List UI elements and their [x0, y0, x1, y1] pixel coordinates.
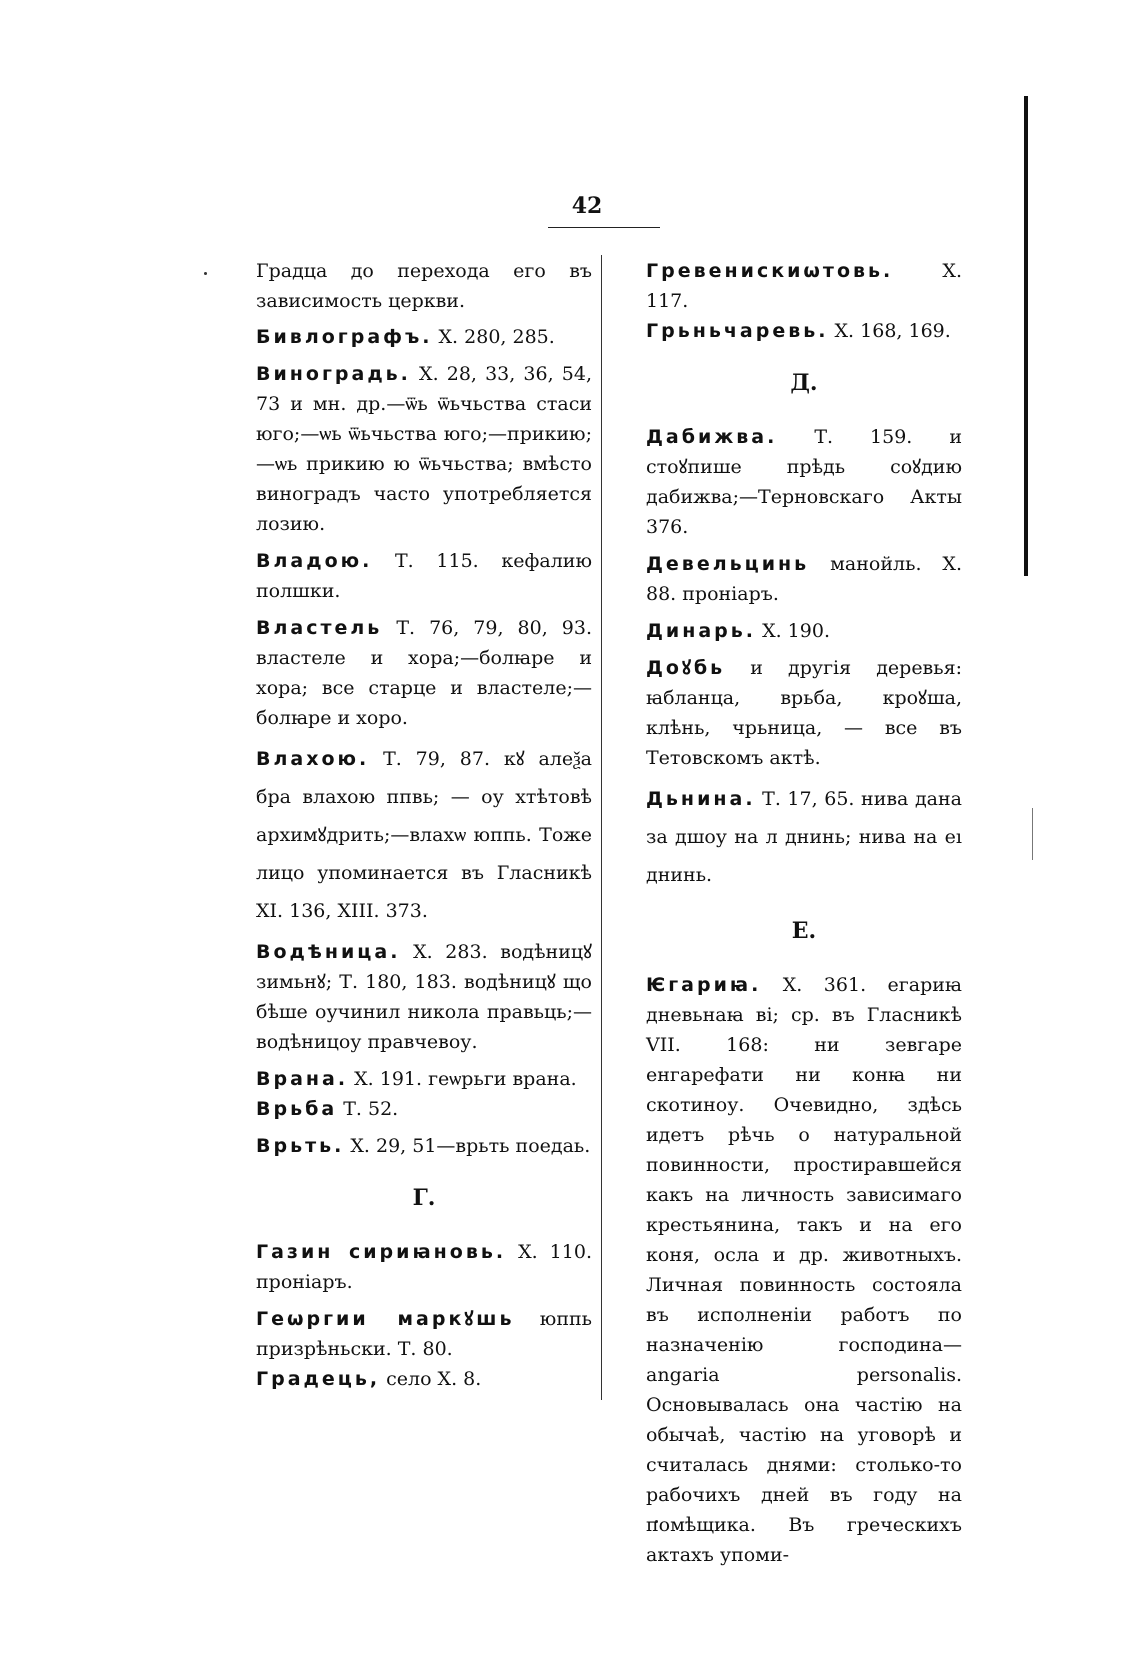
opening-text: Градца до перехода его въ зависимость церкви. [256, 260, 592, 312]
dictionary-entry [646, 256, 962, 316]
entry-body: Т. 79, 87. кꙋ алеѯа бра влахою ппвь; — оу хтѣтовѣ архимꙋдрить;—влахѡ юппь. Тоже лицо упоминается въ Гласникѣ XI. 136, XIII. 373. [256, 748, 592, 922]
entry-headword: Влахою. [256, 748, 370, 770]
entry-headword: Гревенискиѡтовь. [646, 260, 894, 282]
entry-body: Т. 52. [343, 1098, 399, 1120]
entry-body: манойль. X. 88. проніаръ. [646, 553, 963, 605]
dictionary-entry [256, 740, 592, 930]
dictionary-entry [646, 653, 962, 773]
entry-body: Т. 17, 65. нива дана за дшоу на л днинь; нива на еı днинь. [646, 788, 962, 886]
entry-body: X. 117. [646, 260, 962, 312]
entry-headword: Врьть. [256, 1135, 345, 1157]
entry-headword: Грьньчаревь. [646, 320, 829, 342]
entry-headword: Водѣница. [256, 941, 401, 963]
entry-headword: Дьнина. [646, 788, 756, 810]
section-heading-g: Г. [412, 1185, 436, 1211]
entry-body: X. 29, 51—врьть поедаь. [350, 1135, 591, 1157]
entry-body: X. 361. егариꙗ дневьнаꙗ ві; ср. въ Гласникѣ VII. 168: ни зевгаре енгарефати ни конꙗ ни скотиноу. Очевидно, здѣсь идетъ рѣчь о натуральной повинности, простиравшейся какъ на личность зависимаго крестьянина, такъ и на его коня, осла и др. животныхъ. Личная повинность состояла въ исполненіи работъ по назначенію господина—angaria personalis. Основывалась она частію на обычаѣ, частію на уговорѣ и считалась днями: столько-то рабочихъ дней въ году на помѣщика. Въ греческихъ актахъ упоми- [646, 974, 962, 1566]
dictionary-entry [646, 316, 962, 346]
entry-body: X. 28, 33, 36, 54, 73 и мн. др.—ѿь ѿьчьства стаси юго;—ѡь ѿьчьства юго;—прикию;—ѡь прикию ю ѿьчьства; вмѣсто виноградъ часто употребляется лозию. [256, 363, 592, 535]
entry-headword: Врьба [256, 1098, 338, 1120]
dictionary-entry [646, 780, 962, 894]
right-column [646, 256, 962, 1577]
entry-headword: Владою. [256, 550, 373, 572]
scan-speck [204, 272, 207, 275]
dictionary-entry [256, 322, 592, 352]
dictionary-entry [646, 616, 962, 646]
dictionary-entry [646, 970, 962, 1570]
entry-body: Т. 76, 79, 80, 93. властеле и хора;—болꙗре и хора; все старце и властеле;—болꙗре и хоро. [256, 617, 592, 729]
entry-headword: Динарь. [646, 620, 757, 642]
entry-body: Т. 159. и стоꙋпише прѣдь соꙋдию дабижва;—Терновскаго Акты 376. [646, 426, 962, 538]
dictionary-entry [256, 359, 592, 539]
dictionary-entry [256, 613, 592, 733]
margin-scan-mark [1024, 96, 1028, 576]
entry-body: и другія деревья: ꙗбланца, врьба, кроꙋша, клѣнь, чрьница, — все въ Тетовскомъ актѣ. [646, 657, 962, 769]
entry-headword: Бивлографъ. [256, 326, 433, 348]
entry-headword: Виноградь. [256, 363, 411, 385]
entry-headword: Доꙋбь [646, 657, 726, 679]
dictionary-entry [646, 549, 962, 609]
dictionary-entry [256, 1237, 592, 1297]
entry-headword: Ѥгариꙗ. [646, 974, 762, 996]
section-heading-e: Е. [791, 918, 817, 944]
entry-headword: Дабижва. [646, 426, 778, 448]
section-heading-d: Д. [790, 370, 818, 396]
dictionary-entry [256, 1364, 592, 1394]
entry-headword: Градець, [256, 1368, 381, 1390]
entry-headword: Девельцинь [646, 553, 810, 575]
margin-scan-mark-small [1032, 808, 1033, 860]
left-column [256, 256, 592, 1401]
dictionary-entry [256, 937, 592, 1057]
dictionary-entry [256, 1131, 592, 1161]
entry-body: X. 110. проніаръ. [256, 1241, 592, 1293]
entry-body: X. 168, 169. [834, 320, 951, 342]
dictionary-entry [256, 546, 592, 606]
entry-headword: Газин сириꙗновь. [256, 1241, 507, 1263]
entry-body: Т. 115. кефалию полшки. [256, 550, 592, 602]
entry-body: X. 191. геѡрьги врана. [354, 1068, 577, 1090]
entry-headword: Геѡргии маркꙋшь [256, 1308, 515, 1330]
entry-body: село X. 8. [386, 1368, 482, 1390]
entry-body: юппь призрѣньски. Т. 80. [256, 1308, 592, 1360]
entry-headword: Врана. [256, 1068, 349, 1090]
entry-body: X. 280, 285. [438, 326, 555, 348]
dictionary-entry [256, 1304, 592, 1364]
entry-body: X. 190. [762, 620, 830, 642]
dictionary-entry [256, 1094, 592, 1124]
entry-headword: Властель [256, 617, 383, 639]
entry-body: X. 283. водѣницꙋ зимьнꙋ; Т. 180, 183. водѣницꙋ що бѣше оучинил николa правьць;—водѣницоу правчевоу. [256, 941, 593, 1053]
page-number-rule [548, 227, 660, 228]
column-divider [601, 255, 602, 1400]
dictionary-entry [256, 1064, 592, 1094]
page-number: 42 [571, 193, 603, 219]
dictionary-entry [646, 422, 962, 542]
